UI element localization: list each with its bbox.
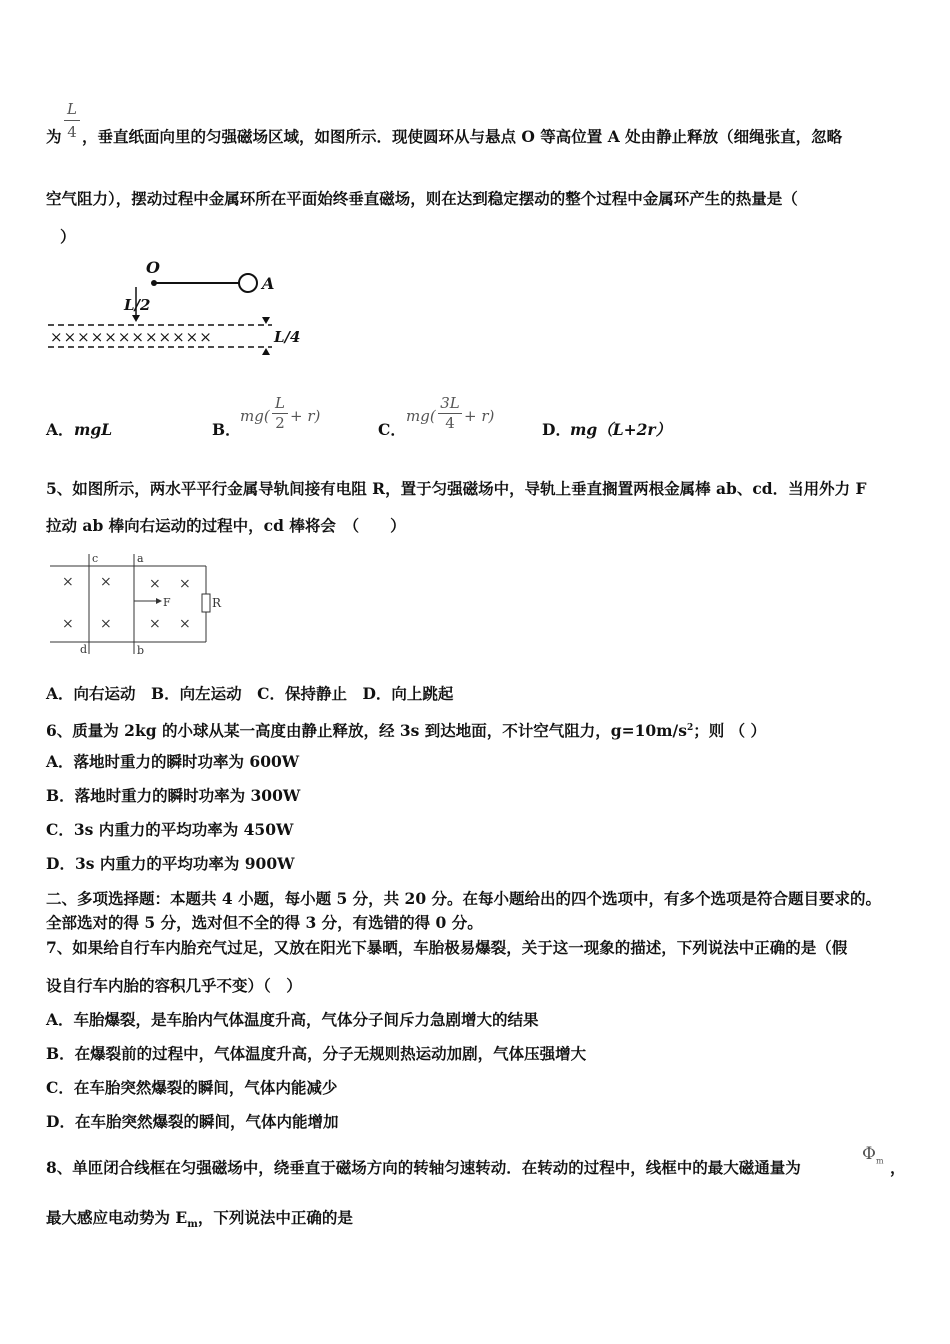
field-cross: × bbox=[149, 576, 161, 592]
fraction-denominator: 4 bbox=[67, 123, 77, 141]
field-cross: × bbox=[62, 574, 74, 590]
q4-line1: ，垂直纸面向里的匀强磁场区域，如图所示．现使圆环从与悬点 O 等高位置 A 处由静止释放（细绳张直，忽略 bbox=[82, 127, 843, 146]
q4-option-c-post: + r) bbox=[464, 407, 495, 425]
q4-option-b-den: 2 bbox=[275, 414, 285, 432]
q8-line2-post: ，下列说法中正确的是 bbox=[197, 1208, 353, 1227]
q4-option-c-pre: mg( bbox=[406, 407, 436, 425]
q4-line3: ） bbox=[60, 227, 76, 246]
q4-option-c-den: 4 bbox=[445, 414, 455, 432]
q8-line2 bbox=[46, 1208, 353, 1235]
q5-line1: 5、如图所示，两水平平行金属导轨间接有电阻 R，置于匀强磁场中，导轨上垂直搁置两根金属棒 ab、cd．当用外力 F bbox=[46, 479, 867, 498]
field-cross: × bbox=[149, 616, 161, 632]
label-r: R bbox=[212, 596, 222, 610]
force-arrow-head bbox=[156, 598, 162, 604]
field-crosses: ×××××××××××× bbox=[50, 328, 213, 346]
l4-arrow-top bbox=[262, 317, 270, 324]
q4-option-c-fraction bbox=[438, 395, 462, 432]
phi-symbol bbox=[862, 1144, 884, 1165]
q4-option-b-num: L bbox=[275, 394, 285, 412]
l2-arrow-head bbox=[132, 315, 140, 322]
resistor-r bbox=[202, 594, 210, 612]
q4-option-c-num: 3L bbox=[440, 394, 460, 412]
section2-line1: 二、多项选择题：本题共 4 小题，每小题 5 分，共 20 分。在每小题给出的四个选项中，有多个选项是符合题目要求的。 bbox=[46, 889, 882, 908]
q5-rails-figure bbox=[46, 550, 236, 658]
field-cross: × bbox=[179, 616, 191, 632]
q6-option-b: B．落地时重力的瞬时功率为 300W bbox=[46, 786, 301, 805]
field-cross: × bbox=[100, 616, 112, 632]
q4-option-c-label: C． bbox=[378, 420, 406, 439]
q6-option-a: A．落地时重力的瞬时功率为 600W bbox=[46, 752, 300, 771]
q8-line1-end: ， bbox=[890, 1158, 906, 1177]
q6-stem-sup: 2 bbox=[686, 723, 694, 733]
q8-line1: 8、单匝闭合线框在匀强磁场中，绕垂直于磁场方向的转轴匀速转动．在转动的过程中，线框中的最大磁通量为 bbox=[46, 1158, 801, 1177]
section2-line2: 全部选对的得 5 分，选对但不全的得 3 分，有选错的得 0 分。 bbox=[46, 913, 483, 932]
q7-option-a: A．车胎爆裂，是车胎内气体温度升高，气体分子间斥力急剧增大的结果 bbox=[46, 1010, 539, 1029]
q4-option-b-fraction bbox=[272, 395, 288, 432]
q8-line2-sub: m bbox=[187, 1219, 198, 1231]
label-l4: L/4 bbox=[274, 328, 301, 346]
label-f: F bbox=[163, 596, 171, 609]
phi-letter: Φ bbox=[862, 1144, 876, 1164]
ring-a bbox=[239, 274, 257, 292]
q7-option-c: C．在车胎突然爆裂的瞬间，气体内能减少 bbox=[46, 1078, 338, 1097]
q5-options: A．向右运动 B．向左运动 C．保持静止 D．向上跳起 bbox=[46, 684, 454, 703]
fraction-numerator: L bbox=[67, 100, 77, 118]
q6-stem-pre: 6、质量为 2kg 的小球从某一高度由静止释放，经 3s 到达地面，不计空气阻力，g=10m/s bbox=[46, 721, 687, 741]
q7-option-b: B．在爆裂前的过程中，气体温度升高，分子无规则热运动加剧，气体压强增大 bbox=[46, 1044, 587, 1063]
q4-line1-prefix: 为 bbox=[46, 127, 62, 146]
field-cross: × bbox=[100, 574, 112, 590]
q7-line2: 设自行车内胎的容积几乎不变）（ ） bbox=[46, 976, 302, 995]
q4-option-d-label: D． bbox=[542, 420, 571, 439]
label-a: a bbox=[137, 552, 144, 565]
q4-pendulum-figure bbox=[40, 255, 320, 365]
q4-option-b-label: B． bbox=[212, 420, 241, 439]
q4-option-b-pre: mg( bbox=[240, 407, 270, 425]
label-o: O bbox=[146, 258, 160, 277]
q4-option-a-text: mgL bbox=[74, 420, 113, 439]
label-l2: L/2 bbox=[124, 296, 151, 314]
label-c: c bbox=[92, 552, 99, 565]
label-a: A bbox=[262, 274, 275, 293]
phi-subscript: m bbox=[875, 1156, 884, 1166]
label-b: b bbox=[137, 644, 145, 657]
q4-line2: 空气阻力），摆动过程中金属环所在平面始终垂直磁场，则在达到稳定摆动的整个过程中金属环产生的热量是（ bbox=[46, 189, 798, 208]
q7-line1: 7、如果给自行车内胎充气过足，又放在阳光下暴晒，车胎极易爆裂，关于这一现象的描述，下列说法中正确的是（假 bbox=[46, 938, 848, 957]
field-cross: × bbox=[179, 576, 191, 592]
q5-line2: 拉动 ab 棒向右运动的过程中，cd 棒将会 （ ） bbox=[46, 516, 406, 535]
q4-option-b-post: + r) bbox=[290, 407, 321, 425]
field-cross: × bbox=[62, 616, 74, 632]
q6-option-d: D．3s 内重力的平均功率为 900W bbox=[46, 854, 295, 873]
q4-option-a-label: A． bbox=[46, 420, 74, 439]
label-d: d bbox=[80, 643, 88, 656]
q4-option-d-text: mg（L+2r） bbox=[570, 420, 672, 439]
fraction-l-over-4 bbox=[64, 100, 80, 141]
q6-stem bbox=[46, 718, 766, 741]
q6-option-c: C．3s 内重力的平均功率为 450W bbox=[46, 820, 294, 839]
l4-arrow-bottom bbox=[262, 348, 270, 355]
q7-option-d: D．在车胎突然爆裂的瞬间，气体内能增加 bbox=[46, 1112, 339, 1131]
q6-stem-post: ；则 （ ） bbox=[693, 721, 766, 741]
q8-line2-pre: 最大感应电动势为 E bbox=[46, 1208, 188, 1227]
